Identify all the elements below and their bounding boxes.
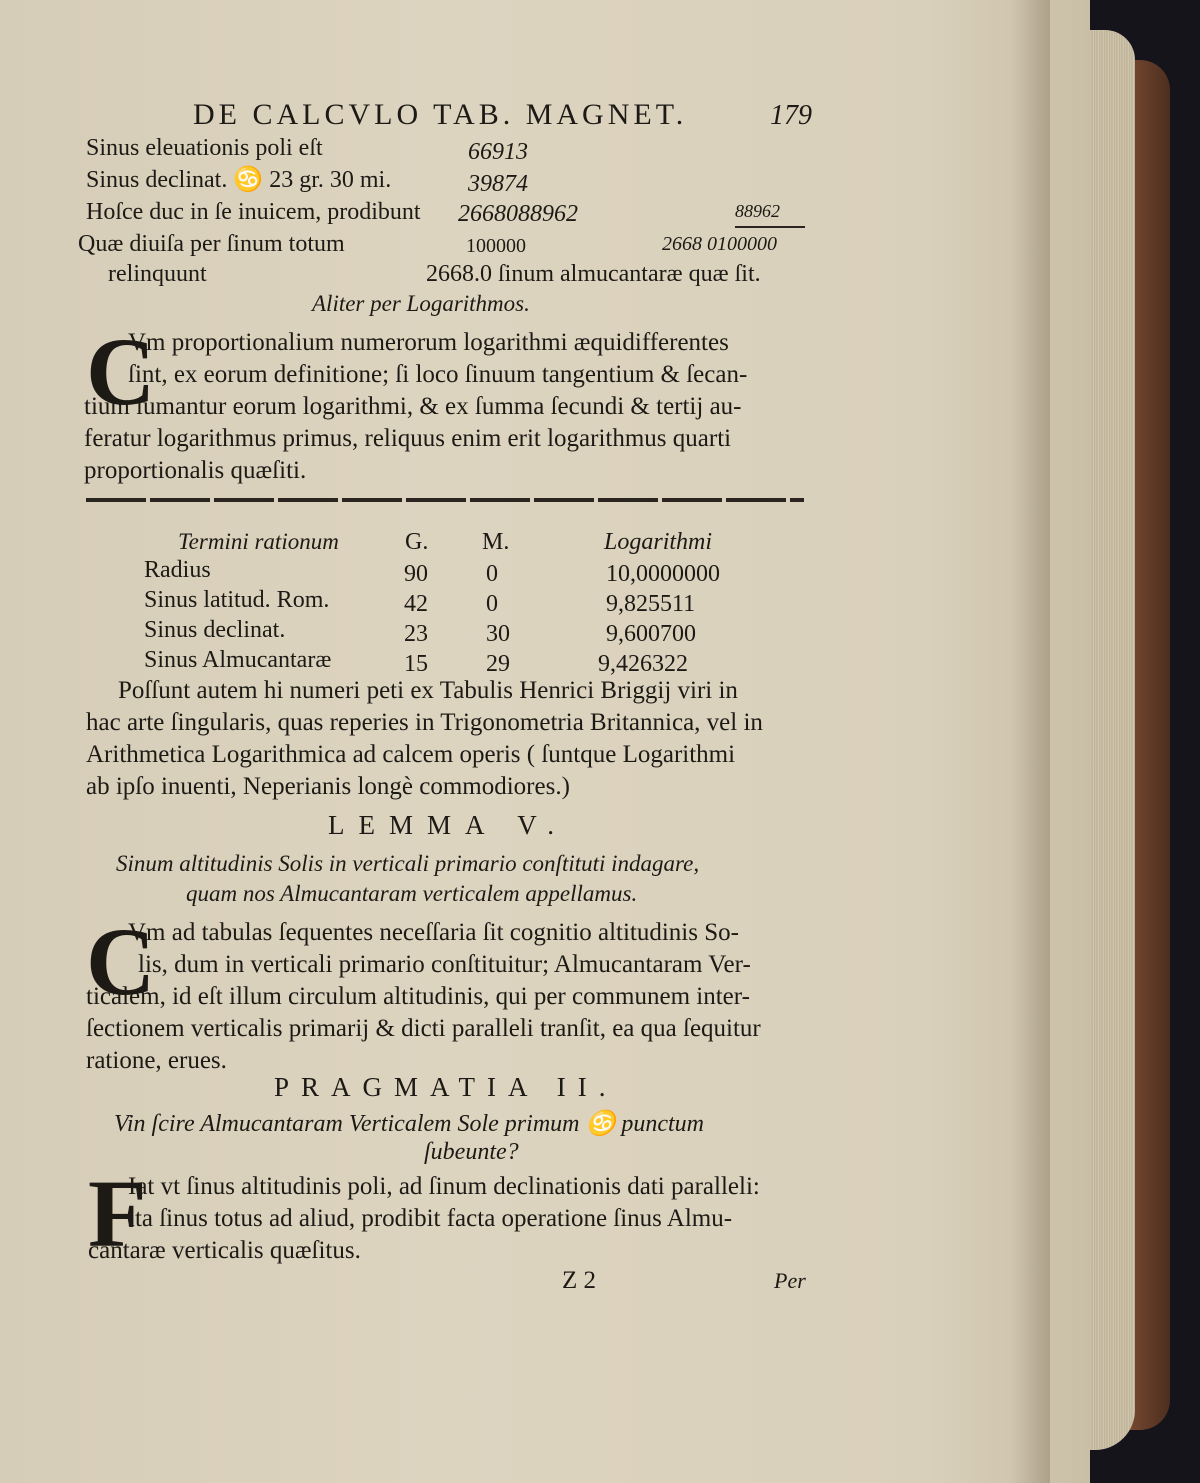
table-header: M. — [482, 529, 510, 555]
running-head: DE CALCVLO TAB. MAGNET. — [193, 98, 688, 131]
table-cell: 9,426322 — [598, 651, 688, 677]
drop-cap: C — [86, 318, 156, 425]
lemma-subtitle: Sinum altitudinis Solis in verticali primario conſtituti indagare, — [116, 851, 700, 876]
calc-label: Quæ diuiſa per ſinum totum — [78, 231, 345, 257]
table-cell: 9,600700 — [606, 621, 696, 647]
page-number: 179 — [770, 100, 812, 131]
table-cell: 90 — [404, 561, 428, 587]
paragraph-line: ſectionem verticalis primarij & dicti paralleli tranſit, ea qua ſequitur — [86, 1015, 761, 1042]
paragraph-line: feratur logarithmus primus, reliquus enim erit logarithmus quarti — [84, 425, 732, 452]
paragraph-line: ita ſinus totus ad aliud, prodibit facta operatione ſinus Almu- — [128, 1205, 733, 1232]
paragraph-line: cantaræ verticalis quæſitus. — [88, 1237, 361, 1264]
section-title: Aliter per Logarithmos. — [312, 291, 530, 316]
paragraph-line: ab ipſo inuenti, Neperianis longè commodiores.) — [86, 773, 570, 800]
table-cell: 0 — [486, 561, 498, 587]
table-cell: Sinus declinat. — [144, 617, 286, 643]
table-cell: 15 — [404, 651, 428, 677]
section-divider — [86, 498, 804, 502]
catchword: Per — [774, 1268, 806, 1293]
calc-value: 39874 — [468, 171, 528, 197]
table-cell: 30 — [486, 621, 510, 647]
calc-extra: 2668 0100000 — [662, 233, 777, 255]
paragraph-line: hac arte ſingularis, quas reperies in Trigonometria Britannica, vel in — [86, 709, 763, 736]
calc-rule — [735, 226, 805, 228]
calc-label: relinquunt — [108, 261, 207, 287]
table-cell: 0 — [486, 591, 498, 617]
signature-mark: Z 2 — [562, 1267, 597, 1294]
table-cell: Radius — [144, 557, 211, 583]
pragmatia-title: PRAGMATIA II. — [274, 1072, 618, 1102]
paragraph-line: ſint, ex eorum definitione; ſi loco ſinuum tangentium & ſecan- — [128, 361, 748, 388]
paragraph-line: proportionalis quæſiti. — [84, 457, 307, 484]
calc-value: 66913 — [468, 139, 528, 165]
table-header: Logarithmi — [604, 529, 713, 555]
paragraph-line: Poſſunt autem hi numeri peti ex Tabulis Henrici Briggij viri in — [118, 677, 738, 704]
pragmatia-question: ſubeunte? — [424, 1139, 519, 1165]
table-cell: Sinus Almucantaræ — [144, 647, 332, 673]
table-cell: Sinus latitud. Rom. — [144, 587, 330, 613]
paragraph-line: ticalem, id eſt illum circulum altitudinis, qui per communem inter- — [86, 983, 750, 1010]
calc-extra: 88962 — [735, 201, 780, 221]
table-header: G. — [405, 529, 429, 555]
table-header: Termini rationum — [178, 529, 339, 554]
drop-cap: C — [86, 908, 156, 1015]
table-cell: 23 — [404, 621, 428, 647]
lemma-title: LEMMA V. — [328, 810, 569, 840]
paragraph-line: tium ſumantur eorum logarithmi, & ex ſumma ſecundi & tertij au- — [84, 393, 742, 420]
table-cell: 42 — [404, 591, 428, 617]
calc-label: Sinus eleuationis poli eſt — [86, 135, 323, 161]
calc-value: 2668.0 ſinum almucantaræ quæ ſit. — [426, 261, 761, 287]
paragraph-line: Vm ad tabulas ſequentes neceſſaria ſit cognitio altitudinis So- — [128, 919, 739, 946]
paragraph-line: ratione, erues. — [86, 1047, 227, 1074]
paragraph-line: lis, dum in verticali primario conſtituitur; Almucantaram Ver- — [138, 951, 751, 978]
table-cell: 29 — [486, 651, 510, 677]
gutter-shadow — [1010, 0, 1050, 1483]
paragraph-line: Vm proportionalium numerorum logarithmi æquidifferentes — [128, 329, 729, 356]
pragmatia-question: Vin ſcire Almucantaram Verticalem Sole primum ♋ punctum — [114, 1111, 705, 1137]
calc-label: Sinus declinat. ♋ 23 gr. 30 mi. — [86, 167, 392, 193]
lemma-subtitle: quam nos Almucantaram verticalem appellamus. — [186, 881, 638, 906]
calc-value: 100000 — [466, 235, 526, 257]
drop-cap: F — [88, 1160, 147, 1267]
calc-label: Hoſce duc in ſe inuicem, prodibunt — [86, 199, 421, 225]
table-cell: 10,0000000 — [606, 561, 720, 587]
paragraph-line: Iat vt ſinus altitudinis poli, ad ſinum declinationis dati paralleli: — [128, 1173, 760, 1200]
table-cell: 9,825511 — [606, 591, 696, 617]
calc-value: 2668088962 — [458, 201, 578, 227]
paragraph-line: Arithmetica Logarithmica ad calcem operis ( ſuntque Logarithmi — [86, 741, 736, 768]
